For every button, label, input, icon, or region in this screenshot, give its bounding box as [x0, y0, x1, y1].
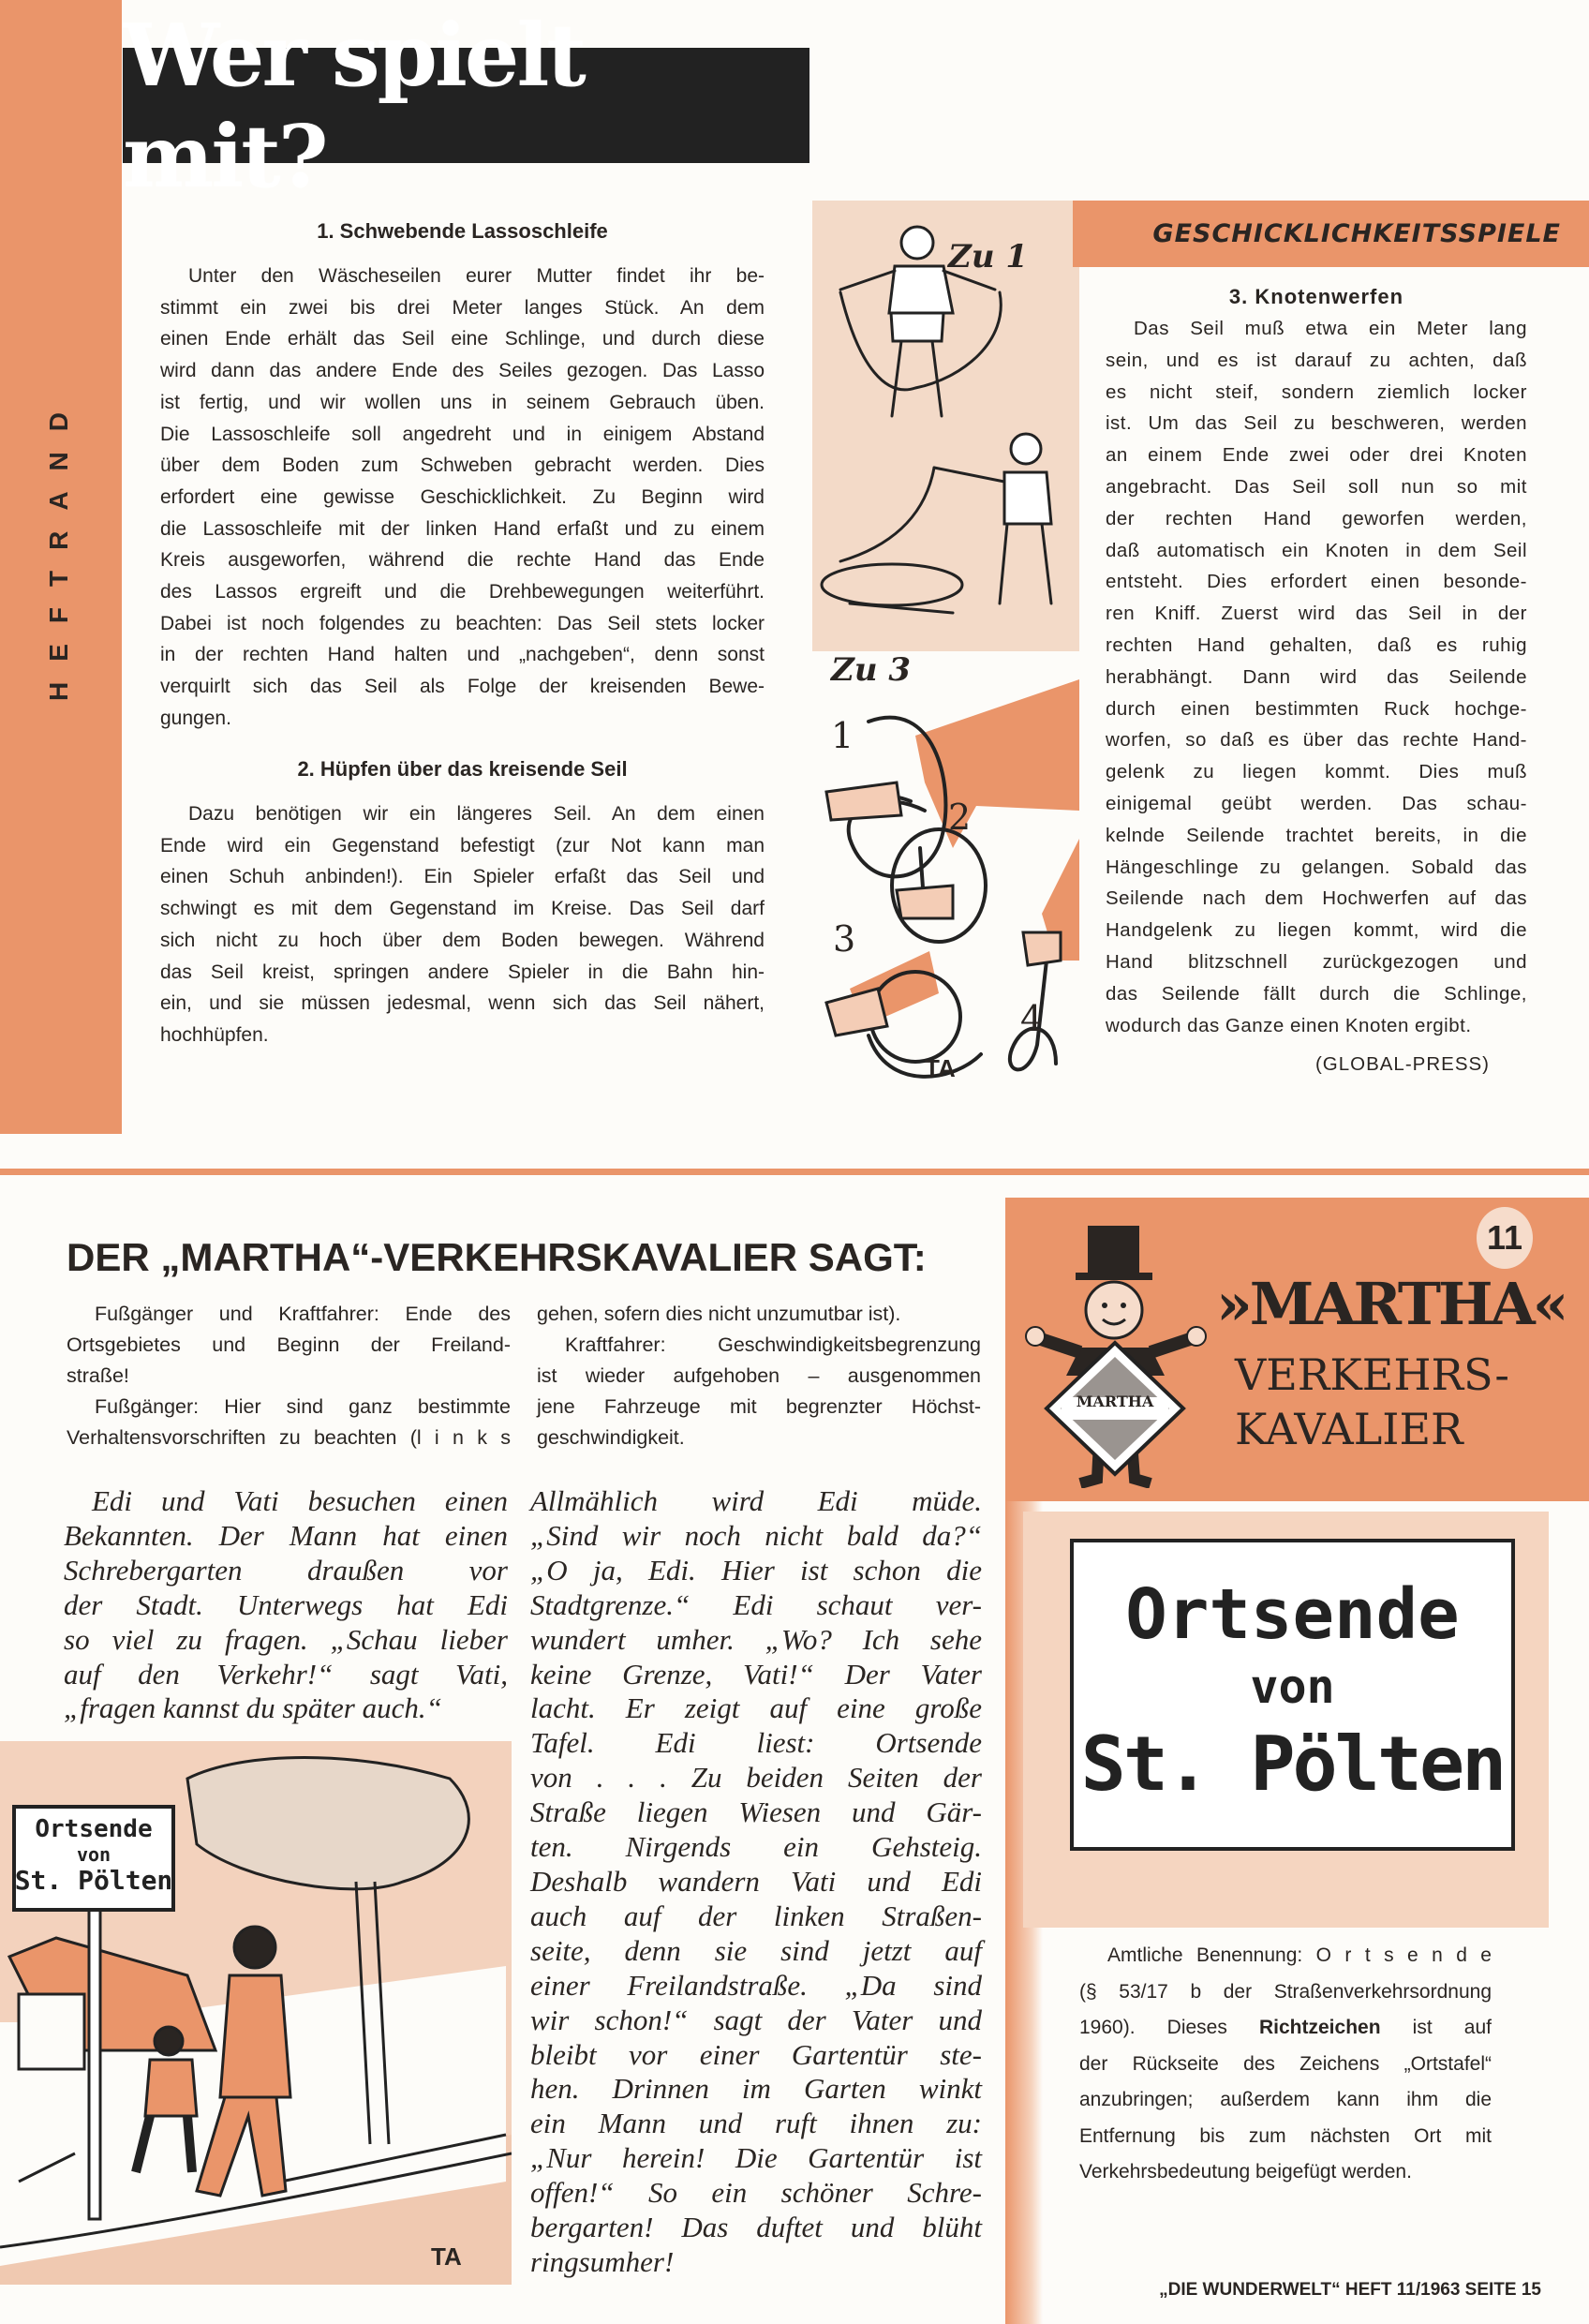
- martha-subtitle-line-2: KAVALIER: [1235, 1404, 1463, 1454]
- text-line: daß automatisch ein Knoten in dem Seil: [1106, 539, 1527, 561]
- text-line: gungen.: [160, 707, 231, 729]
- text-line: Edi und Vati besuchen einen: [92, 1484, 508, 1517]
- text-line: einer Freilandstraße. „Da sind: [530, 1968, 982, 2002]
- martha-subtitle: [1235, 1348, 1509, 1456]
- text-line: einigemal geübt werden. Das schau-: [1106, 792, 1527, 814]
- text-line: gelenk zu liegen kommt. Dies muß: [1106, 761, 1527, 783]
- text-line: sich nicht zu hoch über dem Boden bewegen. Während: [160, 929, 765, 951]
- story-paragraph: [64, 1484, 508, 1726]
- text-line: wir schon!“ sagt der Vater und: [530, 2003, 982, 2036]
- text-line: Dabei ist noch folgendes zu beachten: Das Seil stets locker: [160, 612, 765, 634]
- text-line: durch einen bestimmten Ruck hochge-: [1106, 697, 1527, 720]
- figure-label-3: Zu 3: [831, 651, 912, 689]
- lasso-drawing: [812, 201, 1079, 651]
- text-line: herabhängt. Dann wird das Seilende: [1106, 665, 1527, 688]
- text-line: auch auf der linken Straßen-: [530, 1899, 982, 1932]
- text-line: über dem Boden zum Schweben gebracht werden. Dies: [160, 454, 765, 477]
- text-line: entsteht. Dies erfordert einen besonde-: [1106, 571, 1527, 593]
- text-line: Allmählich wird Edi müde.: [530, 1484, 982, 1517]
- text-line: Schrebergarten draußen vor: [64, 1553, 508, 1587]
- martha-subtitle-line-1: VERKEHRS-: [1235, 1349, 1509, 1400]
- text-line: „fragen kannst du später auch.“: [64, 1691, 442, 1725]
- game-1-section: [160, 219, 765, 735]
- step-number-1: 1: [831, 715, 854, 756]
- margin-label: HEFTRAND: [44, 392, 73, 701]
- game-1-text: [160, 261, 765, 735]
- page-title-banner: [123, 4, 809, 207]
- section-divider: [0, 1169, 1589, 1175]
- text-line: Fußgänger und Kraftfahrer: Ende des: [95, 1303, 511, 1325]
- figure-label-1: Zu 1: [948, 238, 1029, 276]
- section-header-banner: [1073, 201, 1589, 267]
- mascot-badge-label: MARTHA: [1076, 1393, 1154, 1410]
- text-line: Hand blitzschnell zurückgezogen und: [1106, 950, 1527, 973]
- text-line: Kreis ausgeworfen, während die rechte Hand das Ende: [160, 549, 765, 572]
- martha-brand-panel: [1005, 1198, 1589, 1501]
- text-fragment: 1960). Dieses: [1079, 2017, 1259, 2038]
- text-line: bergarten! Das duftet und blüht: [530, 2211, 982, 2244]
- text-line: einen Schuh anbinden!). Ein Spieler erfaßt das Seil und: [160, 866, 765, 888]
- text-line: der Rückseite des Zeichens „Ortstafel“: [1079, 2052, 1492, 2075]
- text-line: der rechten Hand geworfen werden,: [1106, 507, 1527, 529]
- section-header-label: GESCHICKLICHKEITSSPIELE: [1152, 219, 1561, 248]
- text-line: bleibt vor einer Gartentür ste-: [530, 2037, 982, 2071]
- text-line: der Stadt. Unterwegs hat Edi: [64, 1587, 508, 1621]
- text-line: ein Mann und ruft ihnen zu:: [530, 2107, 982, 2140]
- game-3-heading: 3. Knotenwerfen: [1228, 285, 1404, 308]
- artist-signature: TA: [431, 2242, 462, 2271]
- story-column-2: [530, 1484, 982, 2280]
- press-credit: (GLOBAL-PRESS): [1314, 1053, 1490, 1075]
- text-line: Stadtgrenze.“ Edi schaut ver-: [530, 1587, 982, 1621]
- text-line: Straße liegen Wiesen und Gär-: [530, 1795, 982, 1829]
- text-line: lacht. Er zeigt auf eine große: [530, 1691, 982, 1725]
- sign-description: [1079, 1938, 1492, 2191]
- game-2-text: [160, 798, 765, 1051]
- game-1-heading: 1. Schwebende Lassoschleife: [317, 219, 608, 243]
- text-line: es nicht steif, sondern ziemlich locker: [1106, 380, 1527, 403]
- text-line: jene Fahrzeuge mit begrenzter Höchst-: [537, 1395, 981, 1418]
- text-line: offen!“ So ein schöner Schre-: [530, 2176, 982, 2210]
- text-line: ren Kniff. Zuerst wird das Seil in der: [1106, 603, 1527, 625]
- text-line: Seilende nach dem Hochwerfen auf das: [1106, 887, 1527, 910]
- page-footer: „DIE WUNDERWELT“ HEFT 11/1963 SEITE 15: [1159, 2280, 1541, 2300]
- rule-paragraph: [67, 1392, 511, 1453]
- text-line: ist wieder aufgehoben – ausgenommen: [537, 1364, 981, 1387]
- story-paragraph: [530, 1484, 982, 2280]
- game-2-heading: 2. Hüpfen über das kreisende Seil: [297, 757, 628, 781]
- sign-line-2: von: [1250, 1660, 1335, 1714]
- text-line: Verhaltensvorschriften zu beachten (l i n k s: [67, 1426, 511, 1449]
- rule-paragraph: [537, 1299, 981, 1330]
- text-line: ringsumher!: [530, 2244, 675, 2278]
- illustration-father-son-walking: [0, 1741, 512, 2285]
- rules-column-2: [537, 1299, 981, 1453]
- text-line: angebracht. Das Seil soll nun so mit: [1106, 475, 1527, 498]
- text-line: einen Ende erhält das Seil eine Schlinge, und durch diese: [160, 328, 765, 350]
- street-sign-line-2: von: [76, 1843, 111, 1866]
- text-line: auf den Verkehr!“ sagt Vati,: [64, 1657, 508, 1691]
- text-line: das Seilende fällt durch die Schlinge,: [1106, 982, 1527, 1005]
- text-line: Verkehrsbedeutung beigefügt werden.: [1079, 2161, 1412, 2182]
- text-line: Hängeschlinge zu gelangen. Sobald das: [1106, 856, 1527, 878]
- text-line: Fußgänger: Hier sind ganz bestimmte: [95, 1395, 511, 1418]
- text-line: anzubringen; außerdem kann ihm die: [1079, 2089, 1492, 2110]
- step-number-3: 3: [833, 918, 856, 960]
- text-line: rechten Hand gehalten, daß es ruhig: [1106, 633, 1527, 656]
- game-2-section: [160, 757, 765, 1051]
- text-line: sein, und es ist darauf zu achten, daß: [1106, 349, 1527, 371]
- street-sign-line-3: St. Pölten: [14, 1865, 173, 1896]
- text-line: geschwindigkeit.: [537, 1426, 685, 1449]
- step-number-2: 2: [948, 797, 972, 838]
- text-line: Die Lassoschleife soll angedreht und in einigem Abstand: [160, 423, 765, 445]
- series-number-badge: 11: [1477, 1207, 1533, 1269]
- text-line: des Lassos ergreift und die Drehbewegungen weiterführt.: [160, 581, 765, 603]
- page-title: Wer spielt mit?: [123, 4, 584, 207]
- text-line: erfordert eine gewisse Geschicklichkeit. Zu Beginn wird: [160, 485, 765, 508]
- text-line: Unter den Wäscheseilen eurer Mutter findet ihr be-: [188, 265, 765, 287]
- text-line: stimmt ein zwei bis drei Meter langes Stück. An dem: [160, 296, 765, 319]
- text-line: verquirlt sich das Seil als Folge der kreisenden Bewe-: [160, 676, 765, 698]
- step-number-4: 4: [1020, 998, 1044, 1039]
- text-line: worfen, so daß es über das rechte Hand-: [1106, 729, 1527, 752]
- emphasis-richtzeichen: Richtzeichen: [1259, 2017, 1381, 2038]
- text-line: kelnde Seilende trachtet bereits, in die: [1106, 824, 1527, 846]
- story-column-1: [64, 1484, 508, 1726]
- text-line: keine Grenze, Vati!“ Der Vater: [530, 1657, 982, 1691]
- text-line: Deshalb wandern Vati und Edi: [530, 1864, 982, 1898]
- text-line: von . . . Zu beiden Seiten der: [530, 1761, 982, 1795]
- martha-title: »MARTHA«: [1216, 1270, 1567, 1338]
- text-line: hochhüpfen.: [160, 1023, 269, 1046]
- traffic-heading: DER „MARTHA“-VERKEHRSKAVALIER SAGT:: [67, 1235, 927, 1279]
- text-line: (§ 53/17 b der Straßenverkehrsordnung: [1079, 1980, 1492, 2003]
- rules-column-1: [67, 1299, 511, 1453]
- illustration-knot-steps: [812, 651, 1079, 1092]
- text-line: Amtliche Benennung: O r t s e n d e: [1107, 1944, 1492, 1966]
- sign-line-1: Ortsende: [1125, 1574, 1460, 1655]
- text-line: in der rechten Hand halten und „nachgeben“, denn sonst: [160, 644, 765, 666]
- text-line: „O ja, Edi. Hier ist schon die: [530, 1553, 982, 1587]
- game-3-section: [1106, 285, 1527, 1041]
- text-line: Kraftfahrer: Geschwindigkeitsbegrenzung: [565, 1333, 981, 1356]
- rule-paragraph: [67, 1299, 511, 1392]
- text-line: ist. Um das Seil zu beschweren, werden: [1106, 412, 1527, 435]
- text-line: gehen, sofern dies nicht unzumutbar ist).: [537, 1303, 901, 1325]
- text-line: so viel zu fragen. „Schau lieber: [64, 1622, 508, 1656]
- text-line: Dazu benötigen wir ein längeres Seil. An dem einen: [188, 803, 765, 825]
- rule-paragraph: [537, 1330, 981, 1453]
- text-line: hen. Drinnen im Garten winkt: [530, 2072, 982, 2106]
- text-line: ein, und sie müssen jedesmal, wenn sich das Seil nähert,: [160, 992, 765, 1015]
- text-line: wundert umher. „Wo? Ich sehe: [530, 1622, 982, 1656]
- text-line: straße!: [67, 1364, 129, 1387]
- text-line: wodurch das Ganze einen Knoten ergibt.: [1106, 1014, 1472, 1036]
- text-line: seite, denn sie sind jetzt auf: [530, 1933, 982, 1967]
- street-sign: [14, 1814, 173, 1897]
- text-fragment: ist auf: [1380, 2017, 1492, 2038]
- text-line: die Lassoschleife mit der linken Hand erfaßt und zu einem: [160, 517, 765, 540]
- sign-line-3: St. Pölten: [1080, 1721, 1505, 1808]
- text-line: [1079, 2010, 1492, 2047]
- text-line: Tafel. Edi liest: Ortsende: [530, 1726, 982, 1760]
- text-line: Ortsgebietes und Beginn der Freiland-: [67, 1333, 511, 1356]
- text-line: „Sind wir noch nicht bald da?“: [530, 1518, 982, 1552]
- martha-mascot-icon: [1024, 1216, 1211, 1488]
- text-line: Entfernung bis zum nächsten Ort mit: [1079, 2124, 1492, 2147]
- text-line: das Seil kreist, springen andere Spieler in die Bahn hin-: [160, 961, 765, 983]
- text-line: wird dann das andere Ende des Seiles gezogen. Das Lasso: [160, 360, 765, 382]
- text-line: ist fertig, und wir wollen uns in seinem Gebrauch üben.: [160, 391, 765, 413]
- ortsende-sign: [1070, 1539, 1515, 1851]
- game-3-text: [1106, 313, 1527, 1041]
- illustration-lasso-boys: [812, 201, 1079, 651]
- text-line: an einem Ende zwei oder drei Knoten: [1106, 444, 1527, 467]
- text-line: Handgelenk zu liegen kommt, wird die: [1106, 919, 1527, 942]
- text-line: schwingt es mit dem Gegenstand im Kreise. Das Seil darf: [160, 898, 765, 920]
- text-line: Ende wird ein Gegenstand befestigt (zur Not kann man: [160, 834, 765, 857]
- text-line: ten. Nirgends ein Gehsteig.: [530, 1830, 982, 1864]
- text-line: „Nur herein! Die Gartentür ist: [530, 2141, 982, 2175]
- artist-signature: TA: [925, 1054, 956, 1082]
- street-sign-line-1: Ortsende: [35, 1815, 153, 1843]
- text-line: Das Seil muß etwa ein Meter lang: [1134, 318, 1527, 339]
- text-line: Bekannten. Der Mann hat einen: [64, 1518, 508, 1552]
